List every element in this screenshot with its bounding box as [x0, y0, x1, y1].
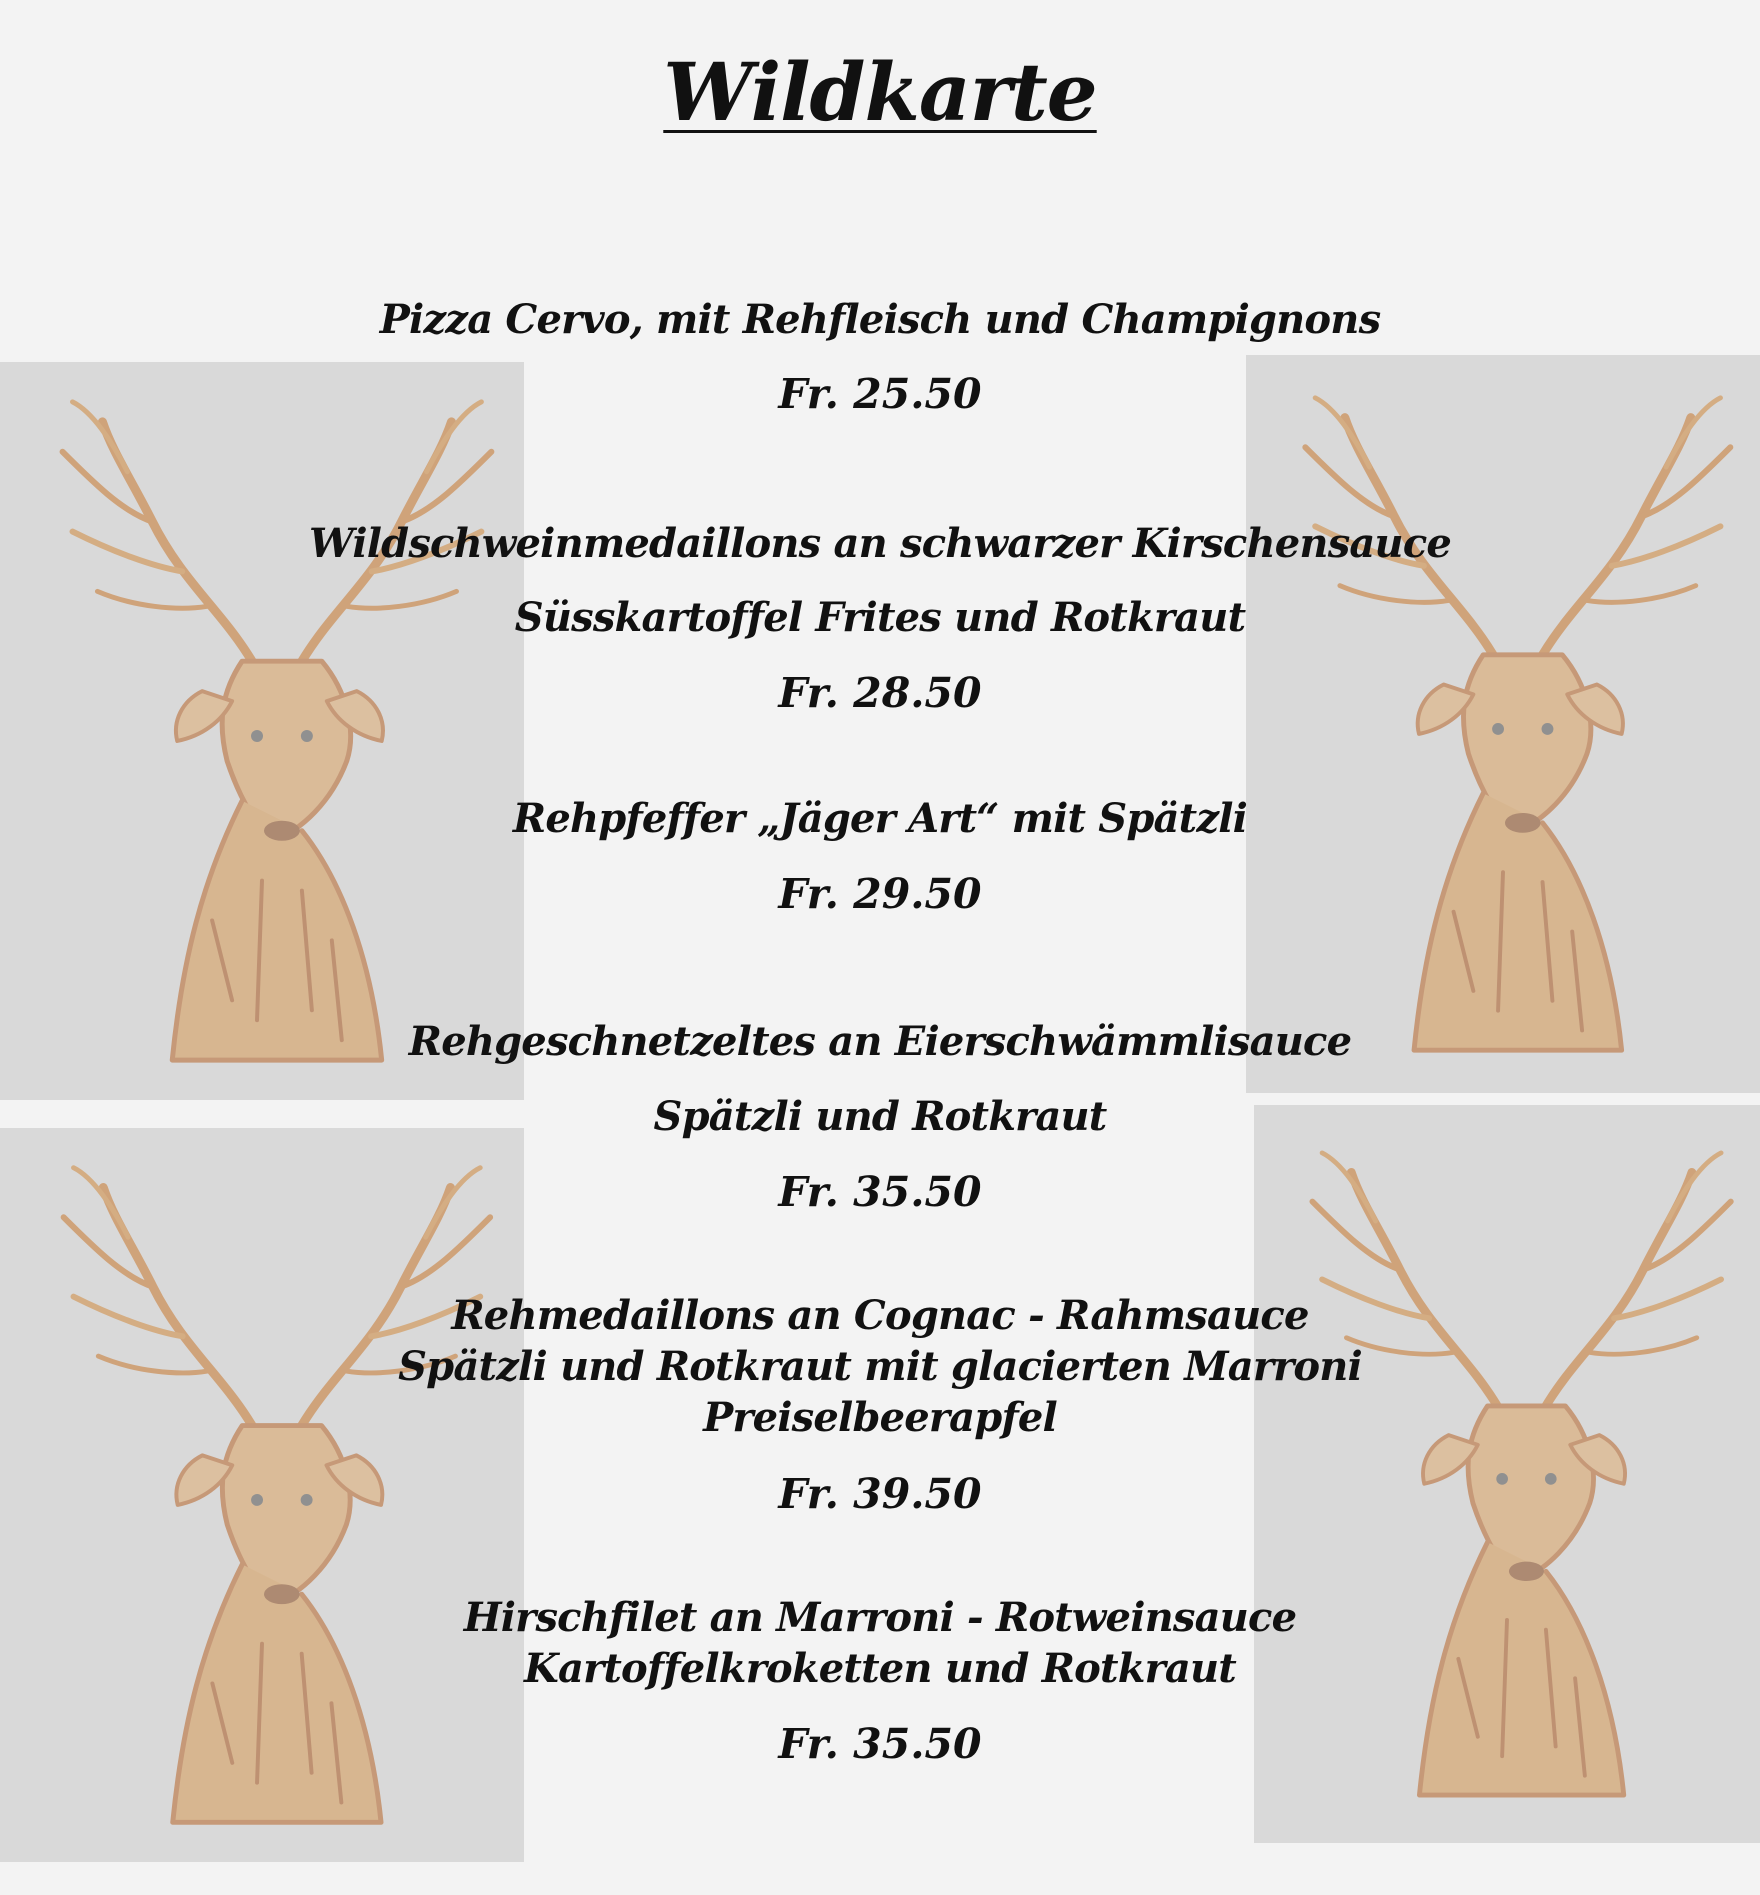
menu-item-1-line-1: Pizza Cervo, mit Rehfleisch und Champignons — [379, 296, 1381, 343]
menu-item-4-line-1: Rehgeschnetzeltes an Eierschwämmlisauce — [408, 1018, 1352, 1065]
menu-item-5-line-1: Rehmedaillons an Cognac - Rahmsauce — [451, 1292, 1309, 1339]
menu-item-6-price: Fr. 35.50 — [778, 1720, 982, 1768]
stag-head-icon — [0, 362, 524, 1100]
page-title: Wildkarte — [663, 45, 1097, 139]
menu-item-3-line-1: Rehpfeffer „Jäger Art“ mit Spätzli — [512, 795, 1248, 842]
menu-item-5-line-2: Spätzli und Rotkraut mit glacierten Marroni — [398, 1343, 1362, 1390]
menu-item-3-price: Fr. 29.50 — [778, 870, 982, 918]
menu-item-5-price: Fr. 39.50 — [778, 1470, 982, 1518]
menu-item-2-line-1: Wildschweinmedaillons an schwarzer Kirschensauce — [308, 520, 1452, 567]
menu-item-4-line-2: Spätzli und Rotkraut — [653, 1093, 1107, 1140]
menu-item-6-line-2: Kartoffelkroketten und Rotkraut — [524, 1645, 1236, 1692]
menu-item-4-price: Fr. 35.50 — [778, 1168, 982, 1216]
menu-item-6-line-1: Hirschfilet an Marroni - Rotweinsauce — [463, 1594, 1297, 1641]
stag-head-icon — [1246, 355, 1760, 1093]
menu-item-5-line-3: Preiselbeerapfel — [703, 1394, 1057, 1441]
menu-item-2-price: Fr. 28.50 — [778, 669, 982, 717]
menu-item-2-line-2: Süsskartoffel Frites und Rotkraut — [514, 594, 1246, 641]
stag-illustration-top-right — [1246, 355, 1760, 1093]
stag-illustration-top-left — [0, 362, 524, 1100]
menu-item-1-price: Fr. 25.50 — [778, 370, 982, 418]
